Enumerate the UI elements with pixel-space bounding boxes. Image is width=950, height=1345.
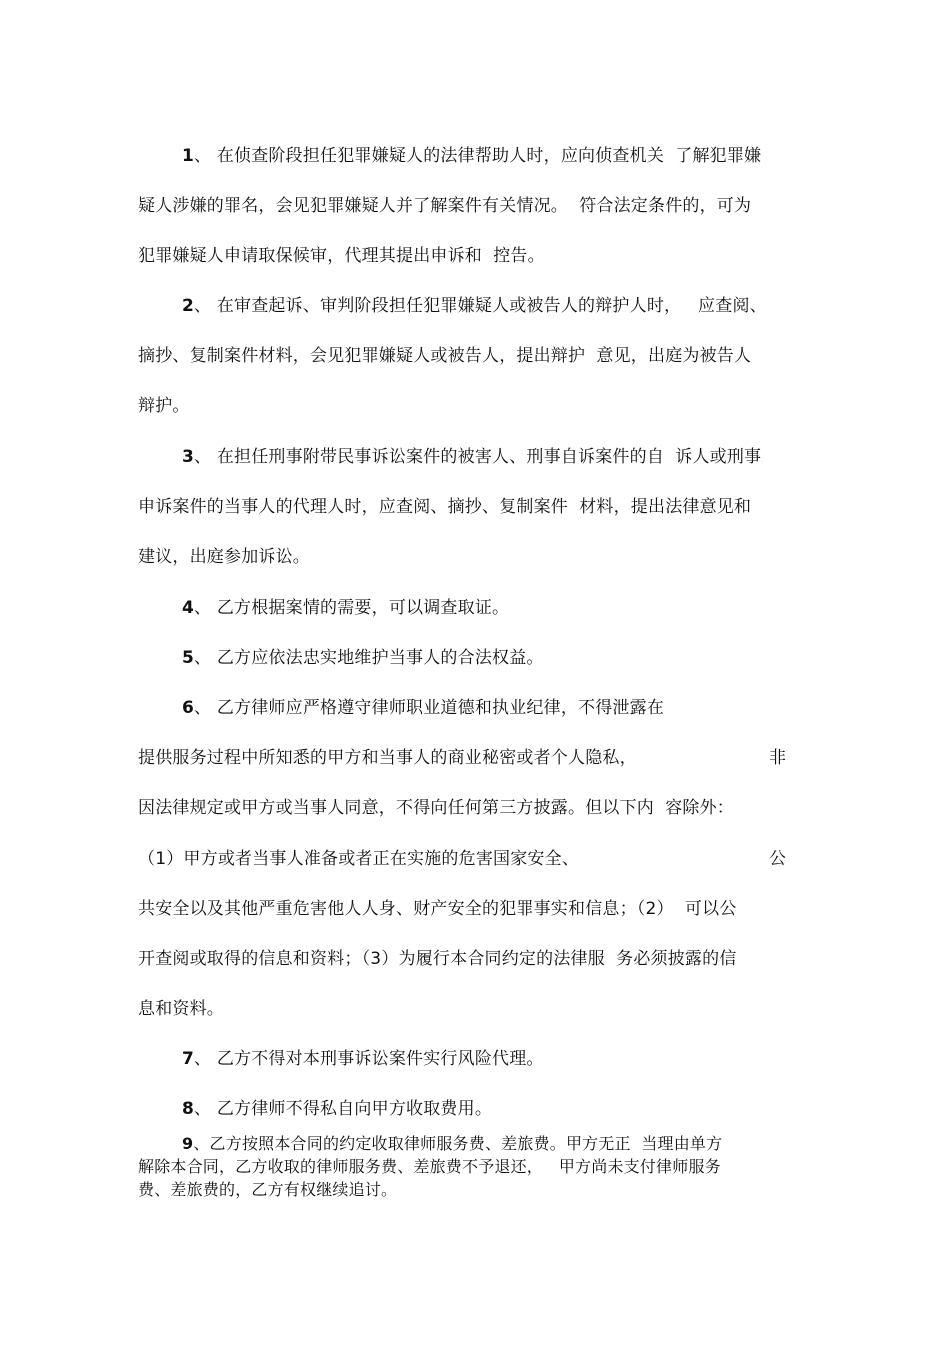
- item-6-line-2: 提供服务过程中所知悉的甲方和当事人的商业秘密或者个人隐私，: [138, 748, 637, 768]
- item-1-line-1: 1、 在侦查阶段担任犯罪嫌疑人的法律帮助人时，应向侦查机关 了解犯罪嫌: [182, 146, 762, 166]
- item-8-number: 8: [182, 1099, 195, 1119]
- item-5-number: 5: [182, 648, 195, 668]
- item-4-number: 4: [182, 598, 195, 618]
- item-7-line: 7、 乙方不得对本刑事诉讼案件实行风险代理。: [182, 1049, 544, 1069]
- item-5-line: 5、 乙方应依法忠实地维护当事人的合法权益。: [182, 648, 544, 668]
- item-4-line: 4、 乙方根据案情的需要，可以调查取证。: [182, 598, 510, 618]
- item-6-line-3: 因法律规定或甲方或当事人同意，不得向任何第三方披露。但以下内 容除外：: [138, 798, 735, 818]
- item-7-number: 7: [182, 1049, 195, 1069]
- item-9-line-1: 9、乙方按照本合同的约定收取律师服务费、差旅费。甲方无正 当理由单方: [182, 1134, 723, 1153]
- item-6-line-1: 6、 乙方律师应严格遵守律师职业道德和执业纪律，不得泄露在: [182, 698, 665, 718]
- item-6-line-2-right: 非: [769, 748, 786, 768]
- item-3-line-1: 3、 在担任刑事附带民事诉讼案件的被害人、刑事自诉案件的自 诉人或刑事: [182, 447, 762, 467]
- item-2-line-2: 摘抄、复制案件材料，会见犯罪嫌疑人或被告人，提出辩护 意见，出庭为被告人: [138, 346, 752, 366]
- item-6-number: 6: [182, 698, 195, 718]
- item-6-line-6: 开查阅或取得的信息和资料；（3）为履行本合同约定的法律服 务必须披露的信: [138, 949, 737, 969]
- item-6-line-5: 共安全以及其他严重危害他人人身、财产安全的犯罪事实和信息；（2） 可以公: [138, 899, 737, 919]
- item-9-number: 9: [182, 1134, 194, 1153]
- item-1-number: 1: [182, 146, 195, 166]
- item-3-number: 3: [182, 447, 195, 467]
- item-1-line-3: 犯罪嫌疑人申请取保候审，代理其提出申诉和 控告。: [138, 246, 545, 266]
- item-2-number: 2: [182, 296, 195, 316]
- item-2-line-1: 2、 在审查起诉、审判阶段担任犯罪嫌疑人或被告人的辩护人时， 应查阅、: [182, 296, 767, 316]
- item-6-line-4-right: 公: [769, 849, 786, 869]
- item-6-line-7: 息和资料。: [138, 999, 224, 1019]
- item-3-line-3: 建议，出庭参加诉讼。: [138, 547, 310, 567]
- item-9-line-3: 费、差旅费的，乙方有权继续追讨。: [138, 1180, 398, 1199]
- item-8-line: 8、 乙方律师不得私自向甲方收取费用。: [182, 1099, 493, 1119]
- item-2-line-3: 辩护。: [138, 396, 190, 416]
- item-9-line-2: 解除本合同，乙方收取的律师服务费、差旅费不予退还， 甲方尚未支付律师服务: [138, 1157, 721, 1176]
- item-1-line-2: 疑人涉嫌的罪名，会见犯罪嫌疑人并了解案件有关情况。 符合法定条件的，可为: [138, 196, 752, 216]
- item-6-line-4: （1）甲方或者当事人准备或者正在实施的危害国家安全、: [138, 849, 580, 869]
- item-3-line-2: 申诉案件的当事人的代理人时，应查阅、摘抄、复制案件 材料，提出法律意见和: [138, 497, 752, 517]
